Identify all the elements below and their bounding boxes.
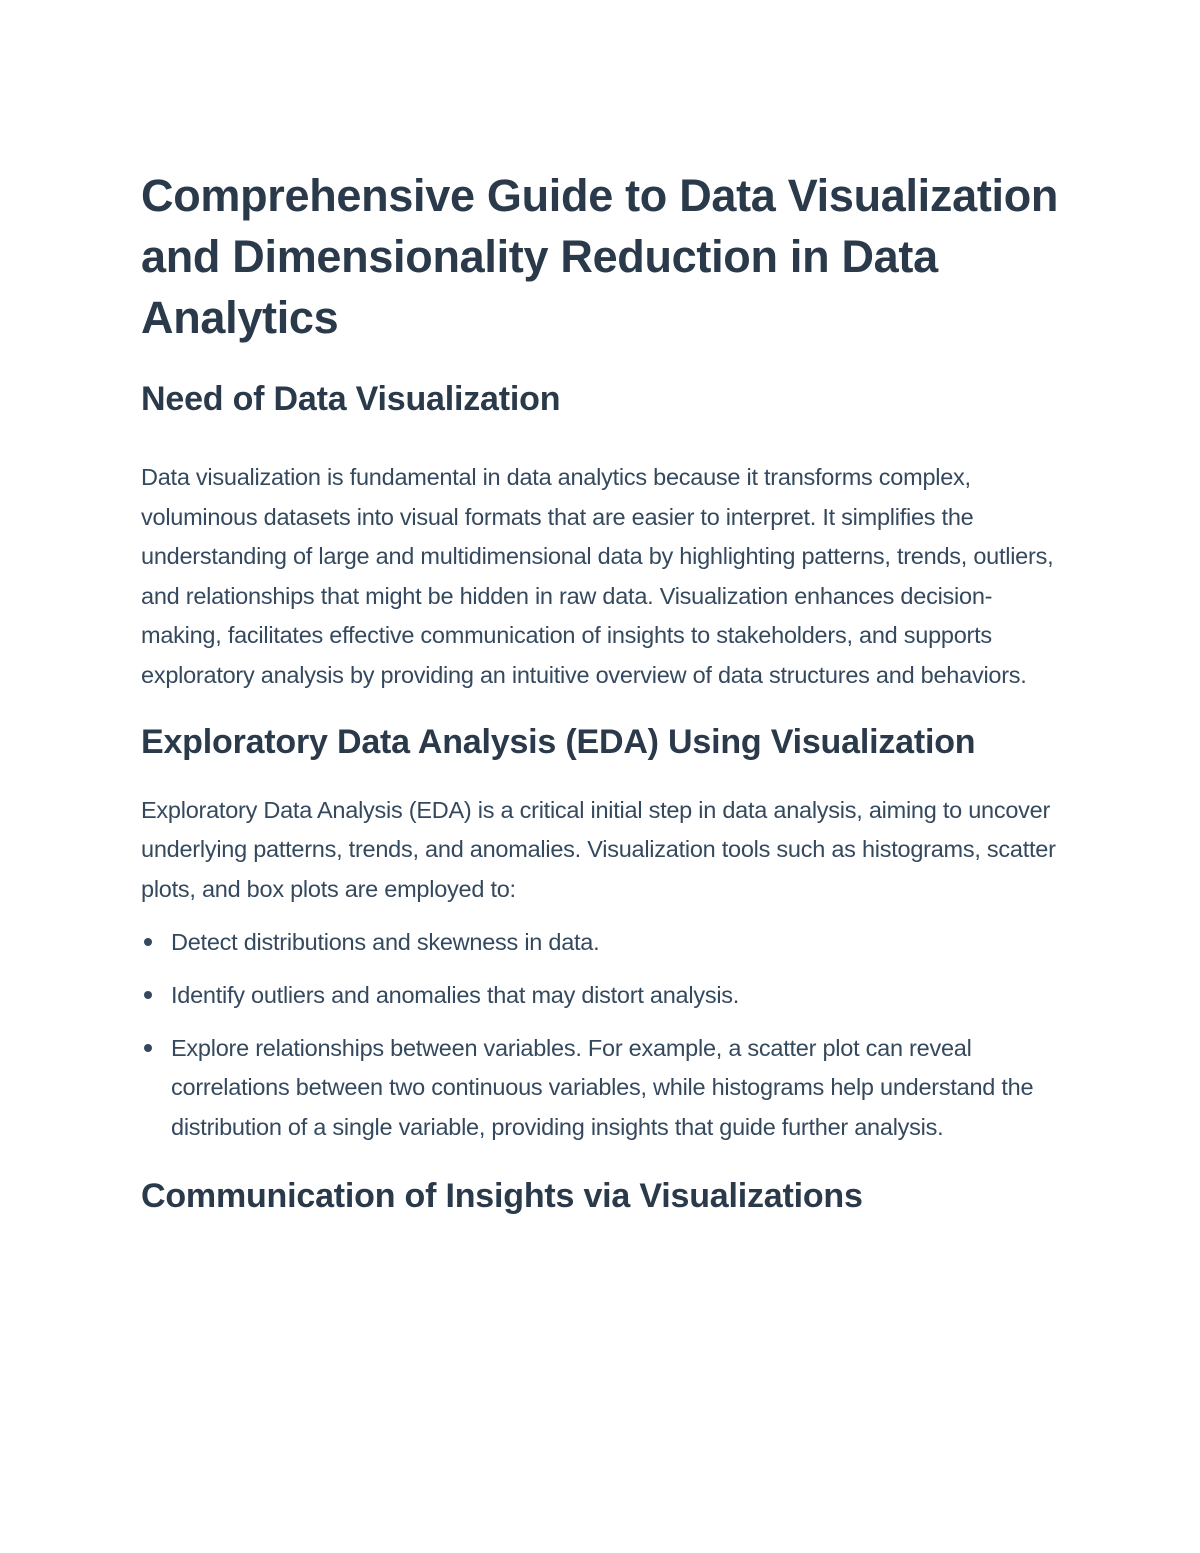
- section-paragraph-eda: Exploratory Data Analysis (EDA) is a critical initial step in data analysis, aiming to uncover underlying patterns, trends, and anomalies. Visualization tools such as histograms, scatter plots, and box plots are employed to:: [141, 796, 1056, 902]
- bullet-icon: [144, 1044, 152, 1052]
- list-item-text: Detect distributions and skewness in data.: [171, 929, 600, 956]
- bullet-icon: [144, 991, 152, 999]
- section-heading-need-of-data-visualization: Need of Data Visualization: [141, 380, 561, 418]
- list-item-text: Identify outliers and anomalies that may distort analysis.: [171, 981, 740, 1008]
- list-item-text: Explore relationships between variables. For example, a scatter plot can reveal correlations between two continuous variables, while histograms help understand the distribution of a single variable, providing insights that guide further analysis.: [171, 1034, 1034, 1140]
- list-item: [141, 976, 1061, 1016]
- section-paragraph-need-of-data-visualization: Data visualization is fundamental in data analytics because it transforms complex, voluminous datasets into visual formats that are easier to interpret. It simplifies the understanding of large and multidimensional data by highlighting patterns, trends, outliers, and relationships that might be hidden in raw data. Visualization enhances decision-making, facilitates effective communication of insights to stakeholders, and supports exploratory analysis by providing an intuitive overview of data structures and behaviors.: [141, 464, 1054, 688]
- list-item: [141, 1029, 1061, 1148]
- section-heading-eda: Exploratory Data Analysis (EDA) Using Visualization: [141, 722, 976, 761]
- document-title: Comprehensive Guide to Data Visualization and Dimensionality Reduction in Data Analytics: [141, 170, 1059, 343]
- eda-bullet-list: [141, 923, 1061, 1147]
- bullet-icon: [144, 938, 152, 946]
- document-page: [141, 165, 1061, 1225]
- list-item: [141, 923, 1061, 963]
- section-heading-communication-of-insights: Communication of Insights via Visualizations: [141, 1177, 863, 1216]
